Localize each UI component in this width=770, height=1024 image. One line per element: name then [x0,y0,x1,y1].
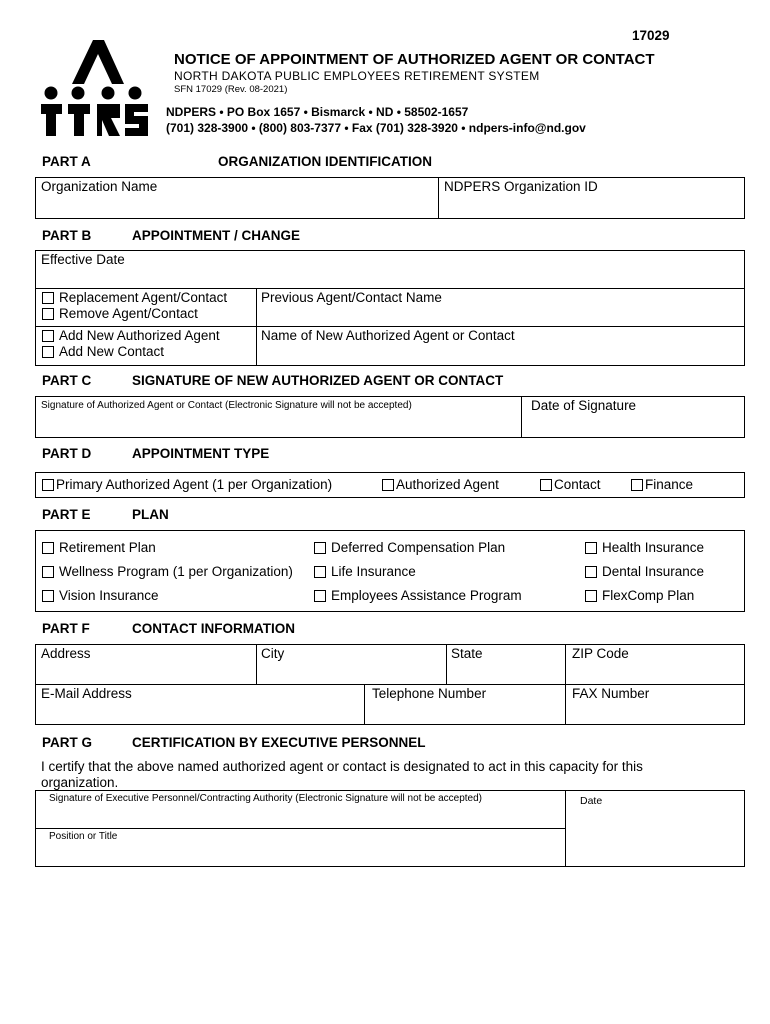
organization-id-field[interactable]: NDPERS Organization ID [444,179,598,194]
deferred-comp-checkbox[interactable]: Deferred Compensation Plan [314,540,505,555]
contact-line: (701) 328-3900 • (800) 803-7377 • Fax (701) 328-3920 • ndpers-info@nd.gov [166,121,586,135]
checkbox-icon [540,479,552,491]
part-d-label: PART D [42,446,92,461]
part-g-heading: CERTIFICATION BY EXECUTIVE PERSONNEL [132,735,426,750]
certification-date-field[interactable]: Date [580,795,603,807]
checkbox-icon [585,590,597,602]
certification-text-1: I certify that the above named authorized agent or contact is designated to act in this capacity for this [41,759,643,774]
state-field[interactable]: State [451,646,483,661]
checkbox-icon [585,566,597,578]
part-d-heading: APPOINTMENT TYPE [132,446,270,461]
email-field[interactable]: E-Mail Address [41,686,132,701]
address-field[interactable]: Address [41,646,91,661]
flexcomp-checkbox[interactable]: FlexComp Plan [585,588,694,603]
wellness-program-checkbox[interactable]: Wellness Program (1 per Organization) [42,564,293,579]
add-agent-checkbox[interactable]: Add New Authorized Agent [42,328,220,343]
part-a-label: PART A [42,154,91,169]
checkbox-icon [42,542,54,554]
form-number: 17029 [632,28,670,43]
part-e-label: PART E [42,507,91,522]
signature-date-field[interactable]: Date of Signature [531,398,637,413]
fax-field[interactable]: FAX Number [572,686,650,701]
form-title: NOTICE OF APPOINTMENT OF AUTHORIZED AGENT OR CONTACT [174,51,655,68]
finance-checkbox[interactable]: Finance [631,477,693,492]
contact-checkbox[interactable]: Contact [540,477,601,492]
telephone-field[interactable]: Telephone Number [372,686,487,701]
vision-insurance-checkbox[interactable]: Vision Insurance [42,588,159,603]
replacement-checkbox[interactable]: Replacement Agent/Contact [42,290,227,305]
life-insurance-checkbox[interactable]: Life Insurance [314,564,416,579]
checkbox-icon [42,479,54,491]
address-line: NDPERS • PO Box 1657 • Bismarck • ND • 58502-1657 [166,105,469,119]
part-c-label: PART C [42,373,92,388]
organization-name-field[interactable]: Organization Name [41,179,158,194]
part-c-heading: SIGNATURE OF NEW AUTHORIZED AGENT OR CONTACT [132,373,504,388]
retirement-plan-checkbox[interactable]: Retirement Plan [42,540,156,555]
checkbox-icon [631,479,643,491]
health-insurance-checkbox[interactable]: Health Insurance [585,540,704,555]
eap-checkbox[interactable]: Employees Assistance Program [314,588,522,603]
part-b-label: PART B [42,228,92,243]
part-a-heading: ORGANIZATION IDENTIFICATION [218,154,432,169]
part-b-heading: APPOINTMENT / CHANGE [132,228,301,243]
zip-field[interactable]: ZIP Code [572,646,629,661]
agent-signature-field[interactable]: Signature of Authorized Agent or Contact (Electronic Signature will not be accepted) [41,400,412,411]
checkbox-icon [314,542,326,554]
checkbox-icon [42,292,54,304]
city-field[interactable]: City [261,646,285,661]
sfn-label: SFN 17029 (Rev. 08-2021) [174,84,288,95]
part-e-heading: PLAN [132,507,169,522]
effective-date-field[interactable]: Effective Date [41,252,125,267]
part-f-label: PART F [42,621,90,636]
executive-signature-field[interactable]: Signature of Executive Personnel/Contracting Authority (Electronic Signature will not be accepted) [49,793,483,804]
new-name-field[interactable]: Name of New Authorized Agent or Contact [261,328,515,343]
add-contact-checkbox[interactable]: Add New Contact [42,344,164,359]
ndpers-logo [38,38,154,144]
position-title-field[interactable]: Position or Title [49,831,118,842]
primary-agent-checkbox[interactable]: Primary Authorized Agent (1 per Organization) [42,477,332,492]
checkbox-icon [382,479,394,491]
org-name-header: NORTH DAKOTA PUBLIC EMPLOYEES RETIREMENT SYSTEM [174,69,540,83]
checkbox-icon [42,308,54,320]
checkbox-icon [585,542,597,554]
authorized-agent-checkbox[interactable]: Authorized Agent [382,477,499,492]
certification-text-2: organization. [41,775,119,790]
part-f-heading: CONTACT INFORMATION [132,621,295,636]
checkbox-icon [314,590,326,602]
checkbox-icon [314,566,326,578]
checkbox-icon [42,566,54,578]
remove-checkbox[interactable]: Remove Agent/Contact [42,306,198,321]
previous-name-field[interactable]: Previous Agent/Contact Name [261,290,442,305]
checkbox-icon [42,590,54,602]
part-g-label: PART G [42,735,92,750]
dental-insurance-checkbox[interactable]: Dental Insurance [585,564,704,579]
checkbox-icon [42,346,54,358]
checkbox-icon [42,330,54,342]
